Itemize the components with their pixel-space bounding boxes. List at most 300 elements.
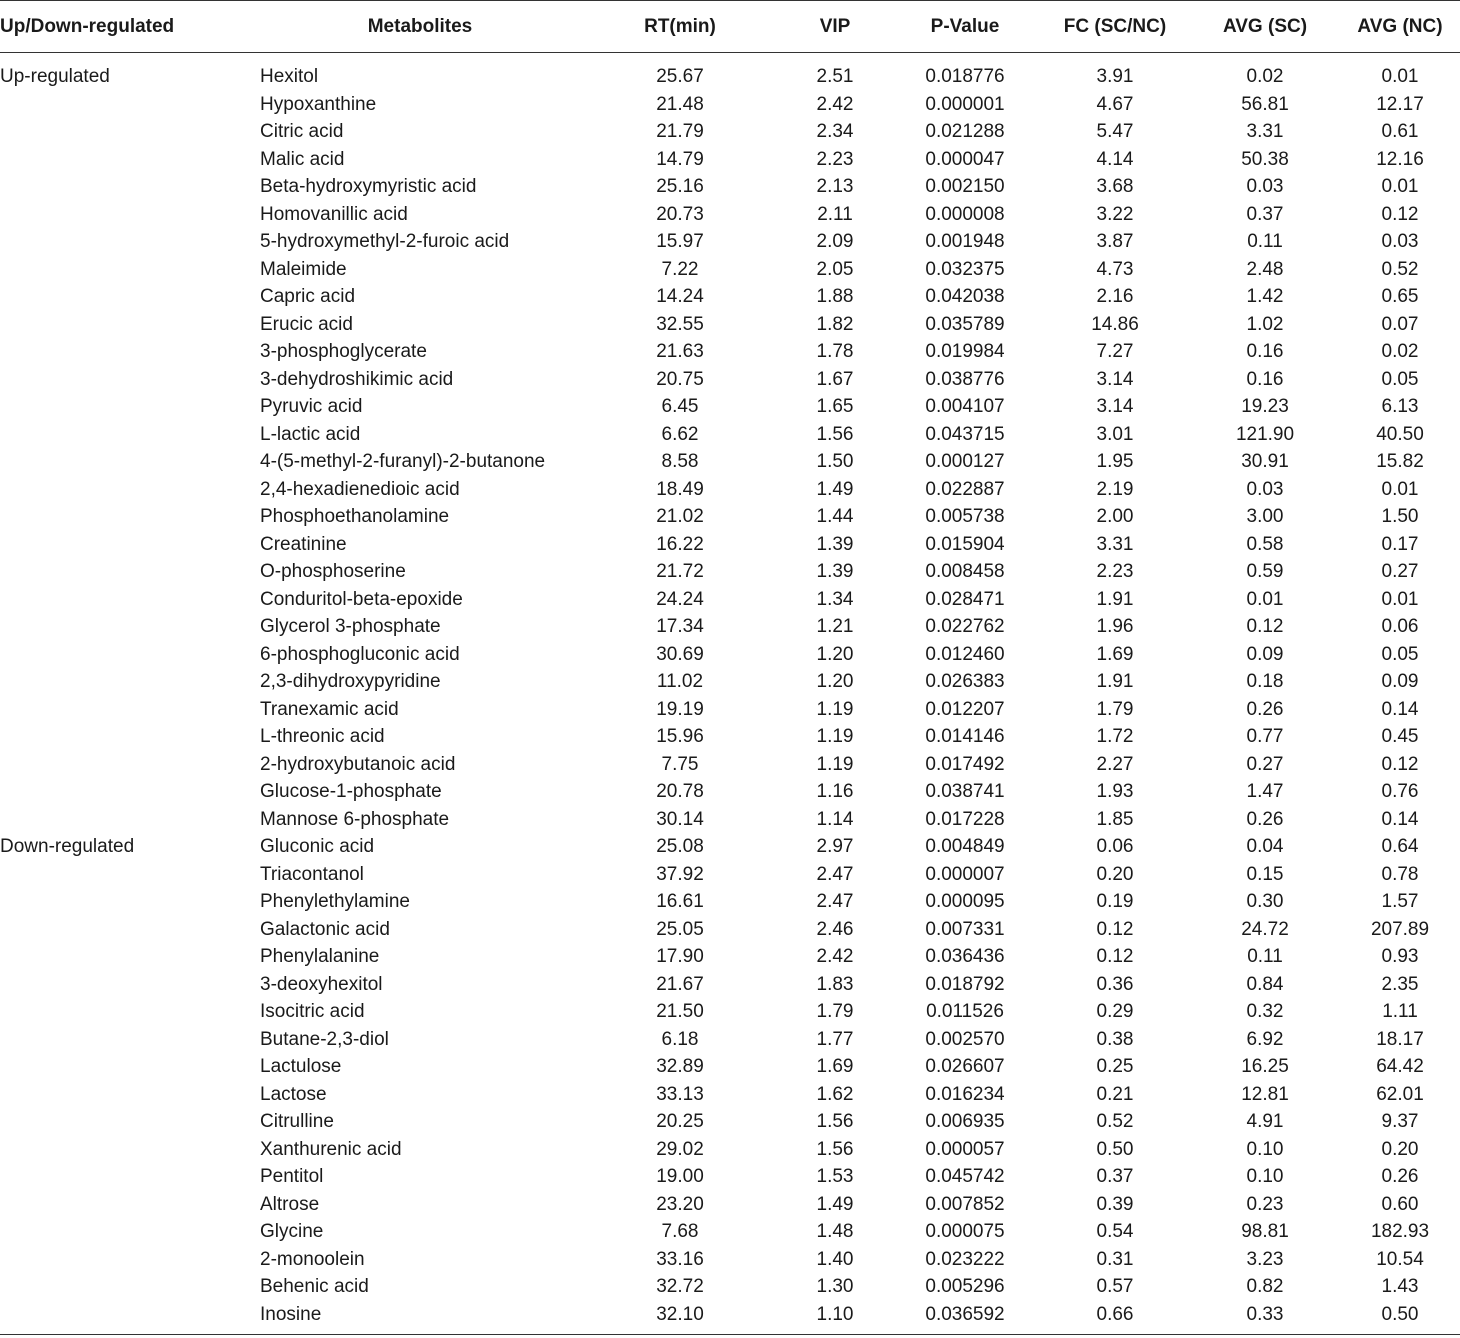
fc-cell: 0.19 (1096, 891, 1134, 912)
p-value-cell: 0.038741 (925, 781, 1005, 802)
metabolite-cell: Isocitric acid (260, 1001, 365, 1022)
p-value-cell: 0.000001 (925, 93, 1005, 115)
avg-nc-cell: 0.05 (1381, 368, 1419, 390)
rt-cell: 21.79 (656, 121, 704, 142)
vip-cell: 1.40 (816, 1248, 854, 1270)
rt-cell: 16.61 (656, 891, 704, 912)
rt-cell: 16.22 (656, 533, 704, 555)
avg-sc-cell: 0.01 (1246, 588, 1284, 610)
rt-cell: 30.14 (656, 808, 704, 830)
regulation-cell (0, 531, 258, 559)
p-value-cell: 0.012207 (925, 698, 1005, 720)
avg-nc-cell: 0.52 (1381, 258, 1419, 280)
header-regulation: Up/Down-regulated (0, 1, 258, 53)
metabolite-cell: Capric acid (260, 286, 356, 307)
p-value-cell: 0.011526 (926, 1001, 1004, 1022)
table-row (0, 476, 1460, 504)
fc-cell: 4.67 (1096, 93, 1134, 115)
avg-nc-cell: 0.26 (1381, 1166, 1419, 1187)
regulation-cell (0, 998, 258, 1026)
regulation-group-label: Up-regulated (0, 66, 110, 87)
metabolite-cell: Mannose 6-phosphate (260, 808, 450, 830)
p-value-cell: 0.017228 (925, 808, 1005, 830)
metabolite-cell: Creatinine (260, 533, 347, 555)
fc-cell: 14.86 (1091, 313, 1139, 335)
avg-nc-cell: 40.50 (1376, 423, 1424, 445)
avg-sc-cell: 1.47 (1246, 781, 1284, 802)
avg-sc-cell: 0.10 (1246, 1138, 1284, 1160)
rt-cell: 23.20 (656, 1193, 704, 1215)
avg-sc-cell: 0.27 (1246, 753, 1284, 775)
avg-nc-cell: 9.37 (1381, 1111, 1419, 1132)
metabolite-cell: 2,3-dihydroxypyridine (260, 671, 441, 692)
regulation-cell (0, 668, 258, 696)
avg-nc-cell: 0.64 (1381, 836, 1419, 857)
vip-cell: 1.21 (816, 616, 854, 637)
metabolite-cell: 4-(5-methyl-2-furanyl)-2-butanone (260, 451, 546, 472)
avg-nc-cell: 1.11 (1382, 1001, 1418, 1022)
vip-cell: 1.78 (816, 341, 854, 362)
avg-nc-cell: 0.01 (1381, 478, 1419, 500)
metabolite-cell: Galactonic acid (260, 918, 390, 940)
avg-sc-cell: 0.23 (1246, 1193, 1284, 1215)
rt-cell: 19.19 (656, 698, 704, 720)
rt-cell: 29.02 (656, 1138, 704, 1160)
rt-cell: 20.25 (656, 1111, 704, 1132)
metabolite-cell: Gluconic acid (260, 836, 375, 857)
fc-cell: 0.25 (1096, 1056, 1134, 1077)
vip-cell: 1.49 (816, 478, 854, 500)
vip-cell: 1.56 (816, 423, 854, 445)
p-value-cell: 0.042038 (925, 286, 1005, 307)
rt-cell: 15.97 (656, 231, 704, 252)
rt-cell: 25.08 (656, 836, 704, 857)
avg-sc-cell: 0.18 (1246, 671, 1284, 692)
avg-sc-cell: 0.15 (1246, 863, 1284, 885)
p-value-cell: 0.016234 (925, 1083, 1005, 1105)
rt-cell: 7.68 (661, 1221, 699, 1242)
table-row (0, 888, 1460, 916)
p-value-cell: 0.000075 (925, 1221, 1005, 1242)
avg-nc-cell: 0.01 (1381, 66, 1419, 87)
regulation-group-label: Down-regulated (0, 836, 135, 857)
table-row (0, 558, 1460, 586)
avg-nc-cell: 1.50 (1381, 506, 1419, 527)
fc-cell: 0.37 (1096, 1166, 1134, 1187)
p-value-cell: 0.000008 (925, 203, 1005, 225)
metabolite-cell: Xanthurenic acid (260, 1138, 402, 1160)
avg-nc-cell: 12.16 (1376, 148, 1424, 170)
metabolite-cell: 2,4-hexadienedioic acid (260, 478, 460, 500)
avg-sc-cell: 0.77 (1246, 726, 1284, 747)
p-value-cell: 0.026383 (925, 671, 1005, 692)
avg-nc-cell: 0.09 (1381, 671, 1419, 692)
regulation-cell (0, 1163, 258, 1191)
fc-cell: 3.87 (1096, 231, 1134, 252)
metabolite-cell: Glucose-1-phosphate (260, 781, 442, 802)
regulation-cell (0, 1053, 258, 1081)
fc-cell: 0.39 (1096, 1193, 1134, 1215)
avg-nc-cell: 0.60 (1381, 1193, 1419, 1215)
table-row (0, 1081, 1460, 1109)
fc-cell: 0.06 (1096, 836, 1134, 857)
metabolite-cell: Lactulose (260, 1056, 342, 1077)
avg-sc-cell: 12.81 (1241, 1083, 1289, 1105)
avg-nc-cell: 10.54 (1376, 1248, 1424, 1270)
table-row (0, 1108, 1460, 1136)
p-value-cell: 0.004107 (925, 396, 1005, 417)
rt-cell: 20.78 (656, 781, 704, 802)
fc-cell: 1.69 (1096, 643, 1134, 665)
regulation-cell (0, 503, 258, 531)
avg-sc-cell: 30.91 (1241, 451, 1289, 472)
regulation-cell (0, 448, 258, 476)
avg-nc-cell: 18.17 (1376, 1028, 1424, 1050)
rt-cell: 30.69 (656, 643, 704, 665)
metabolite-cell: Lactose (260, 1083, 327, 1105)
avg-nc-cell: 0.45 (1381, 726, 1419, 747)
avg-sc-cell: 0.11 (1247, 231, 1283, 252)
rt-cell: 6.62 (661, 423, 699, 445)
metabolite-cell: Glycine (260, 1221, 324, 1242)
p-value-cell: 0.005738 (925, 506, 1005, 527)
avg-sc-cell: 1.42 (1246, 286, 1284, 307)
header-avg-nc: AVG (NC) (1340, 1, 1460, 53)
vip-cell: 1.50 (816, 451, 854, 472)
vip-cell: 1.77 (816, 1028, 854, 1050)
vip-cell: 1.65 (816, 396, 854, 417)
p-value-cell: 0.005296 (925, 1276, 1005, 1297)
fc-cell: 2.27 (1096, 753, 1134, 775)
p-value-cell: 0.045742 (925, 1166, 1005, 1187)
p-value-cell: 0.015904 (925, 533, 1005, 555)
vip-cell: 1.19 (816, 698, 854, 720)
regulation-cell (0, 393, 258, 421)
avg-nc-cell: 12.17 (1376, 93, 1424, 115)
fc-cell: 3.01 (1096, 423, 1134, 445)
table-row (0, 833, 1460, 861)
regulation-cell (0, 751, 258, 779)
regulation-cell (0, 861, 258, 889)
rt-cell: 21.63 (656, 341, 704, 362)
vip-cell: 2.42 (816, 946, 854, 967)
table-row (0, 366, 1460, 394)
regulation-cell (0, 1218, 258, 1246)
metabolite-cell: Inosine (258, 1301, 580, 1335)
regulation-cell (0, 146, 258, 174)
p-value-cell: 0.017492 (925, 753, 1005, 775)
vip-cell: 1.44 (816, 506, 854, 527)
table-row (0, 1218, 1460, 1246)
table-row (0, 861, 1460, 889)
fc-cell: 0.54 (1096, 1221, 1134, 1242)
p-value-cell: 0.007331 (925, 918, 1005, 940)
vip-cell: 1.14 (816, 808, 854, 830)
table-row (0, 696, 1460, 724)
avg-sc-cell: 50.38 (1241, 148, 1289, 170)
avg-nc-cell: 1.43 (1381, 1276, 1419, 1297)
regulation-cell (0, 1301, 258, 1335)
metabolite-cell: Conduritol-beta-epoxide (260, 588, 463, 610)
avg-sc-cell: 0.26 (1246, 808, 1284, 830)
regulation-cell (0, 476, 258, 504)
regulation-cell (0, 1136, 258, 1164)
avg-nc-cell: 0.12 (1381, 753, 1419, 775)
avg-sc-cell: 3.31 (1246, 121, 1284, 142)
p-value-cell: 0.002150 (925, 176, 1005, 197)
rt-cell: 32.10 (580, 1301, 780, 1335)
table-row (0, 531, 1460, 559)
rt-cell: 19.00 (656, 1166, 704, 1187)
vip-cell: 2.97 (816, 836, 854, 857)
table-row (0, 503, 1460, 531)
avg-sc-cell: 0.10 (1246, 1166, 1284, 1187)
vip-cell: 1.16 (816, 781, 854, 802)
vip-cell: 2.09 (816, 231, 854, 252)
avg-sc-cell: 98.81 (1241, 1221, 1289, 1242)
vip-cell: 1.62 (816, 1083, 854, 1105)
rt-cell: 17.90 (656, 946, 704, 967)
avg-nc-cell: 1.57 (1381, 891, 1419, 912)
regulation-cell (0, 1026, 258, 1054)
regulation-cell (0, 1273, 258, 1301)
header-metabolites: Metabolites (258, 1, 580, 53)
avg-nc-cell: 0.07 (1381, 313, 1419, 335)
table-row (0, 393, 1460, 421)
table-row (0, 1301, 1460, 1335)
rt-cell: 37.92 (656, 863, 704, 885)
table-row (0, 53, 1460, 91)
fc-cell: 2.23 (1096, 561, 1134, 582)
rt-cell: 21.48 (656, 93, 704, 115)
avg-sc-cell: 0.09 (1246, 643, 1284, 665)
regulation-cell (0, 1191, 258, 1219)
avg-nc-cell: 0.12 (1381, 203, 1419, 225)
table-row (0, 1273, 1460, 1301)
rt-cell: 24.24 (656, 588, 704, 610)
p-value-cell: 0.026607 (925, 1056, 1005, 1077)
metabolite-cell: Homovanillic acid (260, 203, 408, 225)
table-body (0, 53, 1460, 1335)
metabolite-cell: Tranexamic acid (260, 698, 399, 720)
p-value-cell: 0.036436 (925, 946, 1005, 967)
p-value-cell: 0.000127 (925, 451, 1005, 472)
rt-cell: 32.55 (656, 313, 704, 335)
metabolite-cell: 2-hydroxybutanoic acid (260, 753, 456, 775)
rt-cell: 21.72 (656, 561, 704, 582)
table-row (0, 91, 1460, 119)
fc-cell: 1.93 (1096, 781, 1134, 802)
header-p-value: P-Value (890, 1, 1040, 53)
p-value-cell: 0.007852 (925, 1193, 1005, 1215)
avg-nc-cell: 0.14 (1381, 808, 1419, 830)
fc-cell: 0.36 (1096, 973, 1134, 995)
regulation-cell (0, 613, 258, 641)
avg-nc-cell: 0.61 (1381, 121, 1419, 142)
rt-cell: 7.22 (661, 258, 699, 280)
metabolite-cell: Malic acid (260, 148, 345, 170)
vip-cell: 2.42 (816, 93, 854, 115)
header-avg-sc: AVG (SC) (1190, 1, 1340, 53)
p-value-cell: 0.018792 (925, 973, 1005, 995)
metabolite-cell: Phosphoethanolamine (260, 506, 450, 527)
vip-cell: 2.47 (816, 863, 854, 885)
table-row (0, 1191, 1460, 1219)
table-row (0, 448, 1460, 476)
avg-sc-cell: 4.91 (1246, 1111, 1284, 1132)
rt-cell: 33.13 (656, 1083, 704, 1105)
table-row (0, 283, 1460, 311)
rt-cell: 25.67 (656, 66, 704, 87)
vip-cell: 1.83 (816, 973, 854, 995)
regulation-cell (0, 228, 258, 256)
fc-cell: 3.91 (1096, 66, 1134, 87)
fc-cell: 0.66 (1040, 1301, 1190, 1335)
vip-cell: 2.13 (816, 176, 854, 197)
avg-sc-cell: 0.12 (1246, 616, 1284, 637)
p-value-cell: 0.004849 (925, 836, 1005, 857)
vip-cell: 1.56 (816, 1111, 854, 1132)
metabolite-cell: Phenylalanine (260, 946, 380, 967)
avg-sc-cell: 0.84 (1246, 973, 1284, 995)
vip-cell: 1.56 (816, 1138, 854, 1160)
rt-cell: 6.45 (661, 396, 699, 417)
metabolite-cell: 2-monoolein (260, 1248, 365, 1270)
p-value-cell: 0.021288 (925, 121, 1005, 142)
rt-cell: 7.75 (661, 753, 699, 775)
rt-cell: 15.96 (656, 726, 704, 747)
metabolite-cell: Butane-2,3-diol (260, 1028, 389, 1050)
avg-sc-cell: 6.92 (1246, 1028, 1284, 1050)
avg-nc-cell: 6.13 (1381, 396, 1419, 417)
p-value-cell: 0.043715 (925, 423, 1005, 445)
avg-sc-cell: 1.02 (1246, 313, 1284, 335)
avg-sc-cell: 3.23 (1246, 1248, 1284, 1270)
avg-sc-cell: 56.81 (1241, 93, 1289, 115)
table-row (0, 1163, 1460, 1191)
avg-sc-cell: 0.04 (1246, 836, 1284, 857)
metabolite-cell: Hexitol (260, 66, 319, 87)
table-row (0, 998, 1460, 1026)
regulation-cell (0, 311, 258, 339)
metabolite-cell: L-threonic acid (260, 726, 385, 747)
p-value-cell: 0.002570 (925, 1028, 1005, 1050)
vip-cell: 1.88 (816, 286, 854, 307)
fc-cell: 0.20 (1096, 863, 1134, 885)
avg-sc-cell: 16.25 (1241, 1056, 1289, 1077)
regulation-cell (0, 173, 258, 201)
fc-cell: 3.14 (1096, 368, 1134, 390)
fc-cell: 3.22 (1096, 203, 1134, 225)
header-rt: RT(min) (580, 1, 780, 53)
fc-cell: 4.14 (1096, 148, 1134, 170)
rt-cell: 20.75 (656, 368, 704, 390)
header-fc: FC (SC/NC) (1040, 1, 1190, 53)
metabolite-cell: O-phosphoserine (260, 561, 406, 582)
table-row (0, 1053, 1460, 1081)
rt-cell: 32.72 (656, 1276, 704, 1297)
vip-cell: 2.51 (816, 66, 854, 87)
vip-cell: 1.69 (816, 1056, 854, 1077)
avg-nc-cell: 0.01 (1381, 588, 1419, 610)
rt-cell: 21.02 (656, 506, 704, 527)
avg-nc-cell: 0.76 (1381, 781, 1419, 802)
p-value-cell: 0.022762 (925, 616, 1005, 637)
table-row (0, 421, 1460, 449)
table-row (0, 338, 1460, 366)
p-value-cell: 0.038776 (925, 368, 1005, 390)
p-value-cell: 0.014146 (925, 726, 1005, 747)
regulation-cell (0, 558, 258, 586)
metabolite-cell: Hypoxanthine (260, 93, 377, 115)
fc-cell: 2.00 (1096, 506, 1134, 527)
table-row (0, 173, 1460, 201)
p-value-cell: 0.023222 (925, 1248, 1005, 1270)
vip-cell: 1.48 (816, 1221, 854, 1242)
avg-nc-cell: 207.89 (1370, 918, 1430, 940)
avg-sc-cell: 0.33 (1190, 1301, 1340, 1335)
rt-cell: 33.16 (656, 1248, 704, 1270)
table-row (0, 613, 1460, 641)
regulation-cell (0, 366, 258, 394)
p-value-cell: 0.006935 (925, 1111, 1005, 1132)
p-value-cell: 0.032375 (925, 258, 1005, 280)
regulation-cell (0, 778, 258, 806)
metabolite-cell: Erucic acid (260, 313, 353, 335)
avg-nc-cell: 0.50 (1340, 1301, 1460, 1335)
metabolite-cell: Pyruvic acid (260, 396, 363, 417)
fc-cell: 1.91 (1096, 671, 1134, 692)
p-value-cell: 0.000007 (925, 863, 1005, 885)
fc-cell: 2.16 (1096, 286, 1134, 307)
rt-cell: 25.16 (656, 176, 704, 197)
vip-cell: 1.79 (816, 1001, 854, 1022)
avg-sc-cell: 0.37 (1246, 203, 1284, 225)
regulation-cell (0, 118, 258, 146)
fc-cell: 1.85 (1096, 808, 1134, 830)
table-row (0, 778, 1460, 806)
avg-nc-cell: 0.14 (1381, 698, 1419, 720)
table-row (0, 1246, 1460, 1274)
table-row (0, 806, 1460, 834)
fc-cell: 7.27 (1096, 341, 1134, 362)
avg-nc-cell: 0.27 (1381, 561, 1419, 582)
table-row (0, 668, 1460, 696)
metabolite-cell: Phenylethylamine (260, 891, 410, 912)
regulation-cell (0, 421, 258, 449)
rt-cell: 20.73 (656, 203, 704, 225)
fc-cell: 1.96 (1096, 616, 1134, 637)
p-value-cell: 0.012460 (925, 643, 1005, 665)
avg-nc-cell: 64.42 (1376, 1056, 1424, 1077)
header-row (0, 1, 1460, 53)
regulation-cell (0, 723, 258, 751)
regulation-cell (0, 641, 258, 669)
rt-cell: 8.58 (661, 451, 699, 472)
rt-cell: 17.34 (656, 616, 704, 637)
metabolite-cell: Citrulline (260, 1111, 334, 1132)
regulation-cell (0, 201, 258, 229)
avg-sc-cell: 2.48 (1246, 258, 1284, 280)
avg-nc-cell: 0.06 (1381, 616, 1419, 637)
fc-cell: 0.31 (1096, 1248, 1134, 1270)
fc-cell: 0.12 (1096, 946, 1134, 967)
p-value-cell: 0.019984 (925, 341, 1005, 362)
table-row (0, 916, 1460, 944)
avg-sc-cell: 0.32 (1246, 1001, 1284, 1022)
rt-cell: 14.79 (656, 148, 704, 170)
fc-cell: 0.29 (1096, 1001, 1134, 1022)
